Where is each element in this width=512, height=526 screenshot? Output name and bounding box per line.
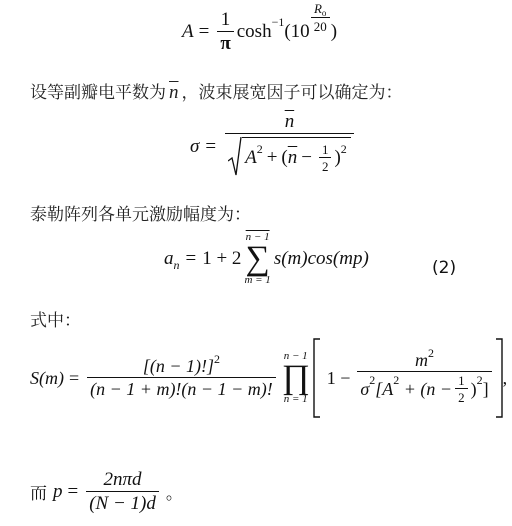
prod-lower-limit: n = 1: [283, 393, 308, 406]
factorial-denominator: (n − 1 + m)!(n − 1 − m)!: [87, 377, 276, 399]
sub-o: o: [321, 8, 327, 19]
sqrt-sign: [228, 137, 351, 177]
equals-sign: =: [205, 135, 217, 157]
exponent-fraction: [311, 2, 330, 33]
close-paren: ): [330, 20, 338, 42]
equals-sign: =: [67, 480, 79, 502]
half-denominator: 2: [319, 157, 332, 174]
half-denominator: 2: [455, 388, 468, 405]
plus-sign: +: [266, 147, 278, 169]
trailing-comma: ,: [502, 367, 508, 388]
sigma-numerator: $\overline{n}$: [284, 111, 295, 132]
inverse-superscript: −1: [271, 15, 285, 30]
right-bracket-icon: [495, 338, 503, 418]
one-minus: 1 −: [326, 367, 351, 388]
half-numerator: 1: [321, 141, 329, 157]
equals-sign: =: [198, 20, 210, 42]
factorial-fraction: [87, 352, 276, 399]
var-S-of-m: S(m): [30, 367, 64, 388]
equation-cosh: [182, 1, 338, 54]
equation-S: [30, 338, 507, 418]
exponent-denominator: 20: [311, 17, 330, 34]
inner-fraction: [357, 345, 491, 406]
equals-sign: =: [69, 367, 80, 388]
plus-n-minus: + (n −: [399, 378, 453, 399]
var-R: R: [313, 1, 322, 17]
superscript-2: 2: [427, 345, 434, 360]
numerator-text: [(n − 1)!]: [142, 356, 214, 377]
text-line-taylor: [30, 200, 251, 225]
var-sigma: σ: [190, 135, 200, 157]
constant-term: 1 + 2: [202, 248, 242, 270]
close-paren: ): [470, 378, 477, 399]
radicand: [242, 137, 351, 177]
sum-lower-limit: m = 1: [244, 274, 271, 287]
equation-sigma: [190, 112, 357, 182]
half-fraction: [319, 143, 332, 174]
inner-denominator: [357, 371, 491, 405]
sigma-denominator: [225, 133, 354, 182]
superscript-2: 2: [340, 142, 347, 157]
radical-icon: [228, 137, 242, 177]
minus-sign: −: [301, 147, 312, 169]
text-segment: 式中：: [30, 311, 81, 331]
prod-upper-limit: n − 1: [283, 349, 308, 362]
equation-number: [432, 258, 456, 278]
product-operator: [282, 351, 310, 405]
factorial-numerator: [140, 352, 223, 377]
summation-operator: [244, 232, 270, 286]
p-fraction: [86, 470, 159, 514]
var-A: A: [182, 20, 194, 42]
inner-numerator: [412, 345, 437, 371]
half-numerator: 1: [458, 372, 465, 388]
function-cosh: cosh: [236, 20, 272, 42]
summand: s(m)cos(mp): [273, 248, 369, 270]
base-ten: (10: [284, 20, 310, 42]
text-line-sidelobe: [30, 78, 403, 104]
superscript-2: 2: [256, 142, 263, 157]
text-segment: 而: [30, 484, 47, 505]
text-line-where: [30, 306, 81, 331]
p-denominator: (N − 1)d: [86, 491, 159, 514]
equation-amplitude: [164, 232, 369, 286]
text-segment: 。: [165, 484, 183, 505]
equals-sign: =: [185, 248, 197, 270]
sum-upper-limit: n − 1: [245, 231, 270, 243]
var-p: p: [53, 480, 63, 502]
var-nbar: $\overline{n}$: [287, 147, 298, 169]
subscript-n: n: [173, 257, 180, 272]
text-segment: ，波束展宽因子可以确定为：: [181, 83, 403, 103]
var-A: A: [245, 147, 257, 169]
superscript-2: 2: [369, 373, 376, 388]
close-paren: ): [334, 147, 341, 169]
left-bracket-icon: [313, 338, 321, 418]
bracket-A: [A: [375, 378, 394, 399]
equation-number-label: (2): [432, 258, 457, 278]
var-nbar: $\overline{n}$: [169, 82, 179, 103]
half-fraction: [455, 374, 468, 405]
p-numerator: 2nπd: [103, 469, 142, 490]
fraction-denominator: π: [217, 31, 233, 54]
fraction-numerator: 1: [220, 9, 231, 30]
var-sigma: σ: [360, 378, 370, 399]
superscript-2: 2: [214, 352, 220, 367]
text-segment: 泰勒阵列各单元激励幅度为：: [30, 205, 251, 225]
open-paren: (: [281, 147, 288, 169]
exponent-numerator: [311, 2, 329, 17]
equation-p: [30, 470, 183, 514]
var-m: m: [414, 349, 428, 370]
sigma-sum-icon: ∑: [245, 240, 270, 277]
text-segment: 设等副瓣电平数为: [30, 83, 166, 103]
superscript-2: 2: [393, 373, 400, 388]
pi-product-icon: ∏: [281, 358, 310, 396]
var-a: a: [164, 248, 174, 270]
fraction-one-over-pi: [217, 10, 233, 54]
close-bracket: ]: [482, 378, 489, 399]
sigma-fraction: [225, 112, 354, 182]
superscript-2: 2: [476, 373, 483, 388]
